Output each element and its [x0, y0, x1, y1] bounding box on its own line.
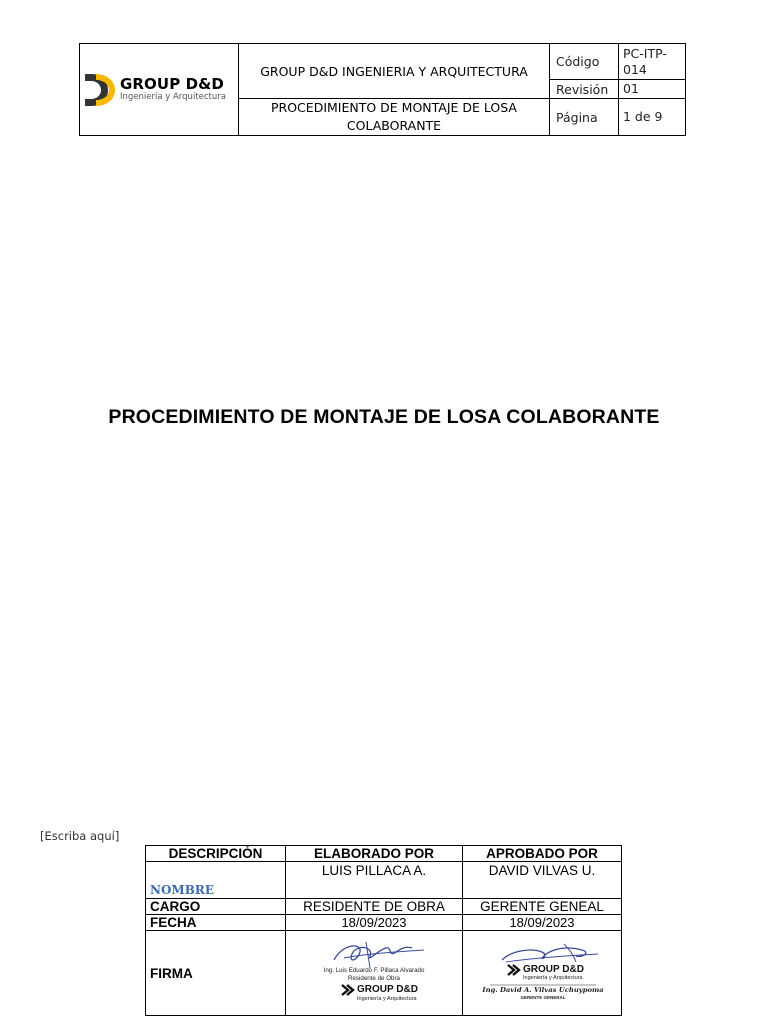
fecha-row	[146, 915, 622, 931]
logo-name: GROUP D&D	[120, 75, 224, 94]
revision-value: 01	[619, 80, 686, 99]
approval-header-row	[146, 846, 622, 862]
firma-label: FIRMA	[146, 931, 286, 1016]
logo-subtitle: Ingeniería y Arquitectura	[120, 92, 226, 103]
placeholder-text[interactable]: [Escriba aquí]	[40, 829, 120, 843]
cargo-row	[146, 899, 622, 915]
procedure-title-line2: COLABORANTE	[346, 118, 442, 133]
signature1-stamp-name: GROUP D&D	[357, 984, 418, 995]
signature2-stamp-name: GROUP D&D	[523, 964, 584, 975]
cargo-label: CARGO	[146, 899, 286, 915]
aprobado-nombre: DAVID VILVAS U.	[463, 862, 622, 899]
procedure-title-line1: PROCEDIMIENTO DE MONTAJE DE LOSA	[271, 100, 517, 115]
revision-label: Revisión	[550, 80, 619, 99]
firma-row	[146, 931, 622, 1016]
fecha-label: FECHA	[146, 915, 286, 931]
document-header-grid	[79, 43, 686, 136]
dd-logo-icon	[84, 72, 116, 108]
elaborado-nombre: LUIS PILLACA A.	[286, 862, 463, 899]
procedure-title	[239, 99, 550, 136]
pagina-label: Página	[550, 99, 619, 136]
codigo-value-line2: 014	[623, 61, 647, 77]
aprobado-cargo: GERENTE GENEAL	[463, 899, 622, 915]
document-title: PROCEDIMIENTO DE MONTAJE DE LOSA COLABORANTE	[108, 406, 660, 428]
elaborado-cargo: RESIDENTE DE OBRA	[286, 899, 463, 915]
header-aprobado: APROBADO POR	[463, 846, 622, 862]
header-descripcion: DESCRIPCIÓN	[146, 846, 286, 862]
elaborado-signature	[286, 931, 463, 1016]
header-elaborado: ELABORADO POR	[286, 846, 463, 862]
signature-stamp-2-icon	[472, 938, 612, 1008]
signature1-line2: Residente de Obra	[348, 975, 400, 982]
signature-stamp-1-icon	[304, 938, 444, 1008]
codigo-value	[619, 44, 686, 80]
approval-table	[145, 845, 622, 1016]
aprobado-fecha: 18/09/2023	[463, 915, 622, 931]
codigo-value-line1: PC-ITP-	[623, 45, 667, 61]
nombre-label: NOMBRE	[146, 862, 286, 899]
nombre-row	[146, 862, 622, 899]
elaborado-fecha: 18/09/2023	[286, 915, 463, 931]
signature1-stamp-sub: Ingeniería y Arquitectura	[357, 996, 417, 1002]
logo-cell	[80, 44, 239, 136]
signature2-line1: Ing. David A. Vilvas Uchuypoma	[482, 986, 604, 994]
aprobado-signature	[463, 931, 622, 1016]
codigo-label: Código	[550, 44, 619, 80]
company-name: GROUP D&D INGENIERIA Y ARQUITECTURA	[239, 44, 550, 99]
signature2-line2: GERENTE GENERAL	[520, 995, 566, 1000]
company-logo	[84, 72, 238, 108]
signature1-line1: Ing. Luis Eduardo F. Pillaca Alvarado	[323, 967, 425, 974]
signature2-stamp-sub: Ingeniería y Arquitectura	[523, 975, 583, 981]
pagina-value: 1 de 9	[619, 99, 686, 136]
